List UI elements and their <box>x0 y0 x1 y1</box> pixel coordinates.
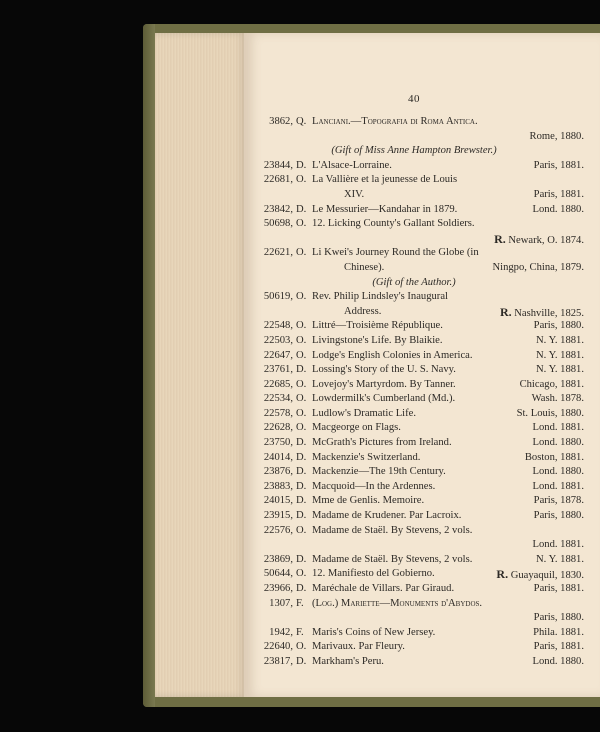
publication-info: Lond. 1880. <box>532 466 584 478</box>
book-spine-edge <box>143 24 155 707</box>
accession-number: 22548, <box>263 320 293 332</box>
publication-info: Paris, 1881. <box>533 583 584 594</box>
catalog-line <box>244 451 584 466</box>
accession-number: 23876, <box>263 466 293 478</box>
accession-number: 50698, <box>263 218 293 230</box>
accession-number: 50644, <box>263 568 293 580</box>
catalog-line <box>244 538 584 553</box>
catalog-line <box>244 524 584 539</box>
accession-number: 23883, <box>263 480 293 492</box>
size-class: O. <box>296 422 307 434</box>
catalog-line <box>244 509 584 524</box>
size-class: D. <box>296 364 307 376</box>
publication-info: Phila. 1881. <box>533 626 584 638</box>
accession-number: 23966, <box>263 583 293 594</box>
catalog-line <box>244 115 584 130</box>
gift-note: (Gift of the Author.) <box>372 276 456 288</box>
size-class: D. <box>296 203 307 215</box>
accession-number: 22640, <box>263 641 293 653</box>
entry-title: Lovejoy's Martyrdom. By Tanner. <box>312 378 456 390</box>
catalog-line <box>244 421 584 436</box>
size-class: O. <box>296 320 307 332</box>
accession-number: 50619, <box>263 291 293 303</box>
entry-title: Madame de Staël. By Stevens, 2 vols. <box>312 553 473 565</box>
gift-note: (Gift of Miss Anne Hampton Brewster.) <box>331 145 497 157</box>
publication-info: Paris, 1880. <box>533 320 584 332</box>
entry-title: Markham's Peru. <box>312 655 384 667</box>
accession-number: 23842, <box>263 203 293 215</box>
catalog-line <box>244 261 584 276</box>
publication-info: Boston, 1881. <box>524 451 584 463</box>
catalog-line <box>244 130 584 145</box>
entry-title: Lowdermilk's Cumberland (Md.). <box>312 393 456 405</box>
accession-number: 22503, <box>263 334 293 346</box>
accession-number: 23844, <box>263 159 293 171</box>
publication-info: Paris, 1880. <box>533 510 584 522</box>
catalog-line <box>244 363 584 378</box>
size-class: O. <box>296 641 307 653</box>
size-class: D. <box>296 510 307 522</box>
accession-number: 22534, <box>263 393 293 405</box>
publication-info: Paris, 1878. <box>533 495 584 507</box>
accession-number: 22576, <box>263 524 293 536</box>
catalog-line <box>244 319 584 334</box>
r-mark: R. <box>496 567 509 582</box>
size-class: O. <box>296 174 307 186</box>
entry-title: Lanciani.—Topografia di Roma Antica. <box>312 116 478 127</box>
catalog-line <box>244 480 584 495</box>
entry-title: Livingstone's Life. By Blaikie. <box>312 334 443 346</box>
entry-title: Mackenzie—The 19th Century. <box>312 466 446 478</box>
entry-title: Macgeorge on Flags. <box>312 422 401 434</box>
size-class: D. <box>296 480 307 492</box>
entry-title: Mme de Genlis. Memoire. <box>312 495 425 507</box>
accession-number: 22578, <box>263 407 293 419</box>
catalog-line <box>244 246 584 261</box>
entry-title: Marivaux. Par Fleury. <box>312 641 405 653</box>
entry-title: Mackenzie's Switzerland. <box>312 451 421 463</box>
catalog-line <box>244 378 584 393</box>
size-class: O. <box>296 524 307 536</box>
entry-title: Maris's Coins of New Jersey. <box>312 626 436 638</box>
catalog-line <box>244 232 584 247</box>
entry-title-continued: XIV. <box>344 188 365 200</box>
accession-number: 24014, <box>263 451 293 463</box>
entry-title: L'Alsace-Lorraine. <box>312 159 392 171</box>
publication-info: Paris, 1881. <box>533 188 584 200</box>
publication-info: Lond. 1880. <box>532 437 584 449</box>
entry-title-continued: Chinese). <box>344 261 385 273</box>
catalog-line <box>244 305 584 320</box>
publication-info: N. Y. 1881. <box>536 553 584 565</box>
entry-title: Le Messurier—Kandahar in 1879. <box>312 203 458 215</box>
size-class: D. <box>296 451 307 463</box>
publication-info: Lond. 1881. <box>532 422 584 434</box>
size-class: O. <box>296 334 307 346</box>
catalog-line <box>244 465 584 480</box>
accession-number: 22685, <box>263 378 293 390</box>
catalog-line <box>244 334 584 349</box>
catalog-line <box>244 597 584 612</box>
entry-title: 12. Licking County's Gallant Soldiers. <box>312 218 475 230</box>
entry-title: La Vallière et la jeunesse de Louis <box>312 174 458 186</box>
entry-title: (Log.) Mariette—Monuments d'Abydos. <box>312 597 483 609</box>
entry-title: Madame de Staël. By Stevens, 2 vols. <box>312 524 473 536</box>
accession-number: 24015, <box>263 495 293 507</box>
publication-info: St. Louis, 1880. <box>516 407 584 419</box>
page-number: 40 <box>408 93 420 105</box>
catalog-line <box>244 276 584 291</box>
accession-number: 22681, <box>263 174 293 186</box>
catalog-line <box>244 203 584 218</box>
accession-number: 3862, <box>269 116 293 127</box>
publication-info: N. Y. 1881. <box>536 334 584 346</box>
size-class: O. <box>296 568 307 580</box>
catalog-line <box>244 407 584 422</box>
catalog-line <box>244 640 584 655</box>
catalog-line <box>244 349 584 364</box>
catalog-line <box>244 290 584 305</box>
accession-number: 1307, <box>269 597 293 609</box>
entry-title-continued: Address. <box>344 305 382 317</box>
catalog-line <box>244 217 584 232</box>
entry-title: Ludlow's Dramatic Life. <box>312 407 416 419</box>
entry-title: Li Kwei's Journey Round the Globe (in <box>312 247 479 259</box>
book-page <box>244 33 600 697</box>
size-class: O. <box>296 349 307 361</box>
publication-info: Paris, 1880. <box>533 612 584 624</box>
publication-info: R. Nashville, 1825. <box>499 304 584 319</box>
size-class: F. <box>296 597 304 609</box>
r-mark: R. <box>499 304 512 319</box>
catalog-line <box>244 553 584 568</box>
accession-number: 23817, <box>263 655 293 667</box>
size-class: D. <box>296 495 307 507</box>
accession-number: 23761, <box>263 364 293 376</box>
catalog-line <box>244 159 584 174</box>
catalog-line <box>244 626 584 641</box>
size-class: O. <box>296 218 307 230</box>
publication-info: Paris, 1881. <box>533 641 584 653</box>
catalog-entries <box>244 115 584 670</box>
r-mark: R. <box>494 231 506 246</box>
catalog-line <box>244 188 584 203</box>
page-edges <box>155 33 248 697</box>
accession-number: 23915, <box>263 510 293 522</box>
entry-title: Lossing's Story of the U. S. Navy. <box>312 364 456 376</box>
publication-info: N. Y. 1881. <box>536 349 584 361</box>
accession-number: 22647, <box>263 349 293 361</box>
publication-info: Lond. 1880. <box>532 203 584 215</box>
entry-title: Rev. Philip Lindsley's Inaugural <box>312 291 448 303</box>
publication-info: R. Guayaquil, 1830. <box>496 567 584 582</box>
catalog-line <box>244 392 584 407</box>
catalog-line <box>244 567 584 582</box>
size-class: O. <box>296 291 307 303</box>
size-class: O. <box>296 247 307 259</box>
size-class: O. <box>296 407 307 419</box>
entry-title: Madame de Krudener. Par Lacroix. <box>312 510 462 522</box>
catalog-line <box>244 582 584 597</box>
size-class: D. <box>296 655 307 667</box>
size-class: D. <box>296 437 307 449</box>
publication-info: Lond. 1880. <box>532 655 584 667</box>
accession-number: 22628, <box>263 422 293 434</box>
entry-title: Macquoid—In the Ardennes. <box>312 480 436 492</box>
catalog-line <box>244 655 584 670</box>
entry-title: 12. Manifiesto del Gobierno. <box>312 568 435 580</box>
entry-title: McGrath's Pictures from Ireland. <box>312 437 452 449</box>
publication-info: Chicago, 1881. <box>519 378 584 390</box>
size-class: D. <box>296 466 307 478</box>
publication-info: Paris, 1881. <box>533 159 584 171</box>
size-class: O. <box>296 393 307 405</box>
publication-info: Wash. 1878. <box>531 393 584 405</box>
size-class: F. <box>296 626 304 638</box>
size-class: O. <box>296 378 307 390</box>
catalog-line <box>244 611 584 626</box>
entry-title: Lodge's English Colonies in America. <box>312 349 473 361</box>
publication-info: Lond. 1881. <box>532 480 584 492</box>
publication-info: R. Newark, O. 1874. <box>494 231 584 246</box>
size-class: D. <box>296 553 307 565</box>
catalog-line <box>244 173 584 188</box>
accession-number: 22621, <box>263 247 293 259</box>
catalog-line <box>244 436 584 451</box>
entry-title: Littré—Troisième République. <box>312 320 443 332</box>
accession-number: 1942, <box>269 626 293 638</box>
publication-info: Ningpo, China, 1879. <box>492 261 584 273</box>
entry-title: Maréchale de Villars. Par Giraud. <box>312 583 455 594</box>
accession-number: 23869, <box>263 553 293 565</box>
catalog-line <box>244 494 584 509</box>
accession-number: 23750, <box>263 437 293 449</box>
size-class: D. <box>296 583 307 594</box>
catalog-line <box>244 144 584 159</box>
publication-info: N. Y. 1881. <box>536 364 584 376</box>
publication-info: Rome, 1880. <box>529 130 584 142</box>
size-class: D. <box>296 159 307 171</box>
size-class: Q. <box>296 116 307 127</box>
publication-info: Lond. 1881. <box>532 539 584 551</box>
